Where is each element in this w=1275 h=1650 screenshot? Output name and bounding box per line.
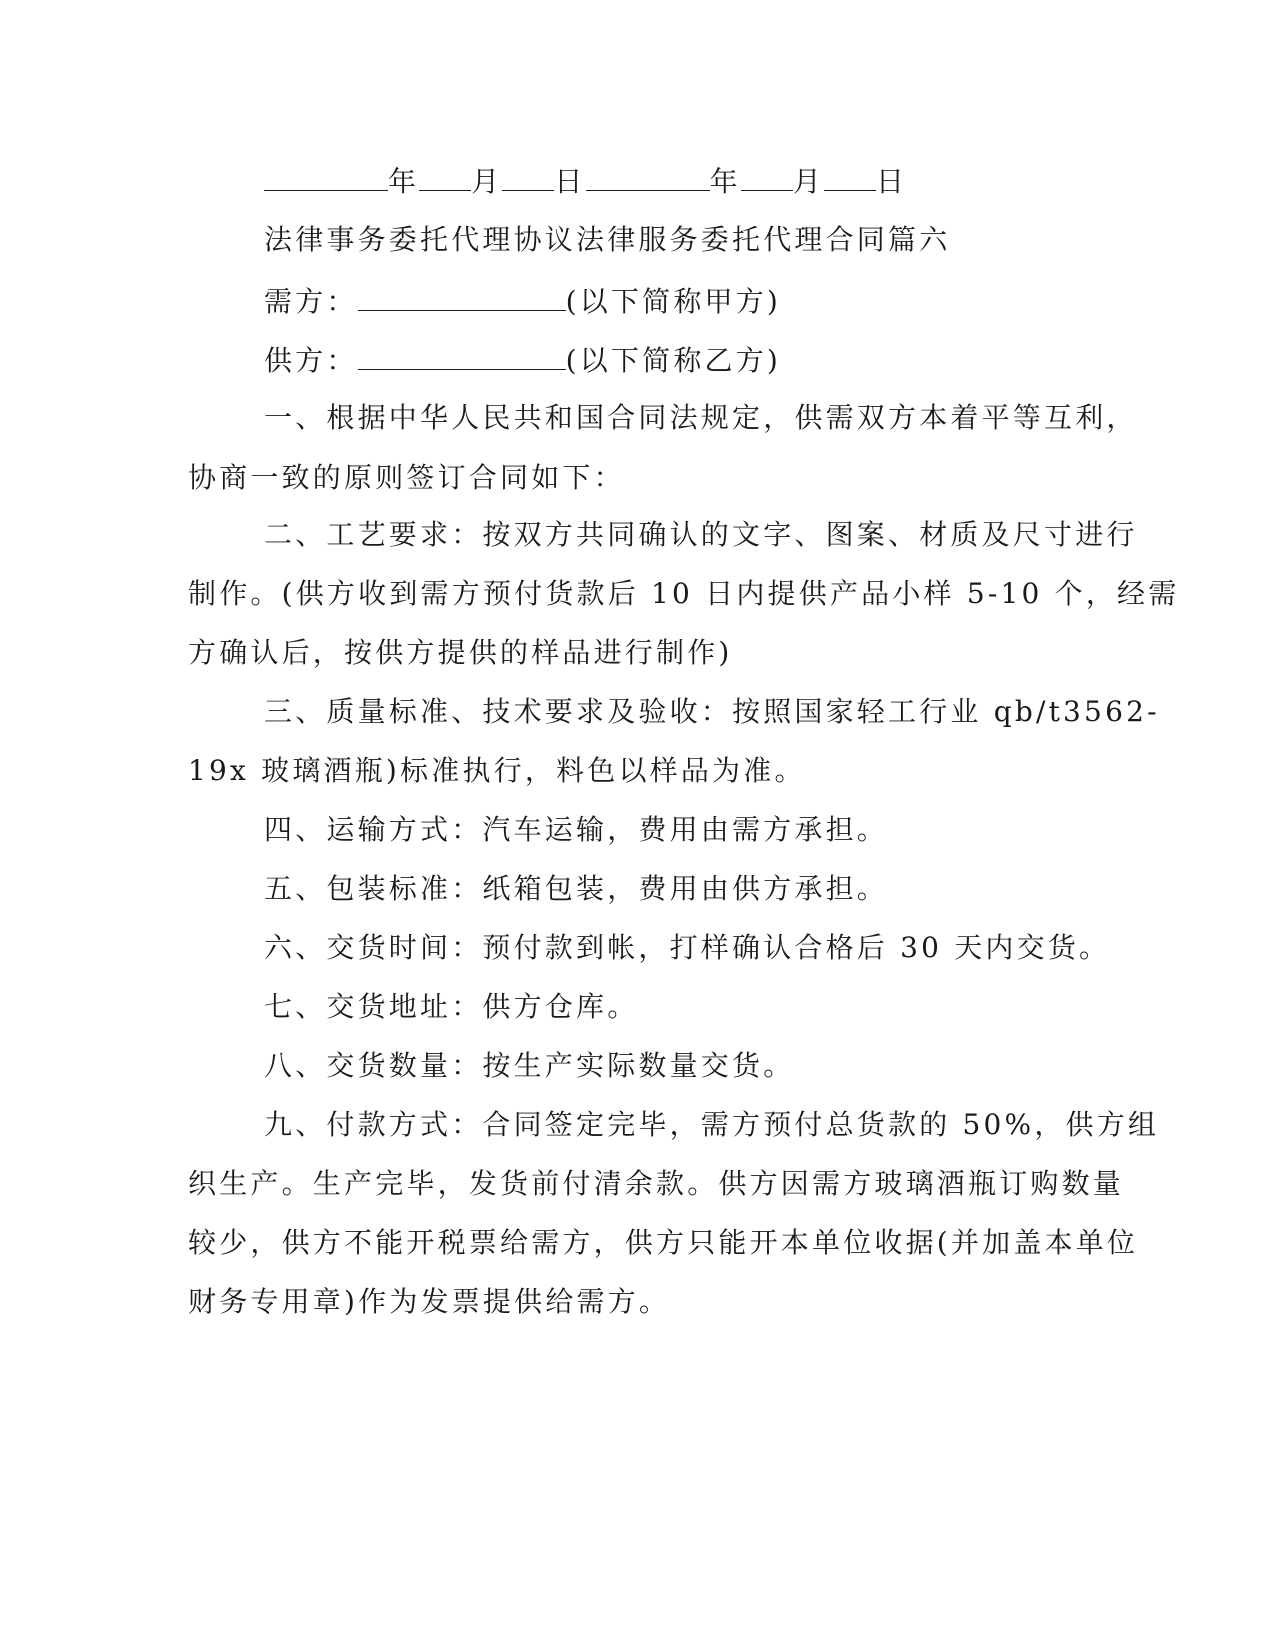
clause-2-line-1: 二、工艺要求：按双方共同确认的文字、图案、材质及尺寸进行	[264, 518, 1138, 551]
month-blank-2[interactable]	[741, 160, 793, 191]
clause-2-line-3: 方确认后，按供方提供的样品进行制作)	[188, 636, 733, 669]
clause-9-line-1: 九、付款方式：合同签定完毕，需方预付总货款的 50%，供方组	[264, 1108, 1160, 1141]
document-title: 法律事务委托代理协议法律服务委托代理合同篇六	[264, 223, 951, 256]
supplier-line	[264, 339, 1164, 381]
year-label-1: 年	[388, 165, 420, 198]
buyer-suffix: (以下简称甲方)	[565, 285, 782, 318]
year-blank-1[interactable]	[264, 160, 388, 191]
buyer-line	[264, 280, 1164, 322]
supplier-label: 供方：	[264, 344, 358, 377]
clause-2-line-2: 制作。(供方收到需方预付货款后 10 日内提供产品小样 5-10 个，经需	[188, 577, 1180, 610]
day-label-1: 日	[554, 165, 586, 198]
supplier-suffix: (以下简称乙方)	[565, 344, 782, 377]
year-label-2: 年	[709, 165, 741, 198]
clause-9-line-3: 较少，供方不能开税票给需方，供方只能开本单位收据(并加盖本单位	[188, 1226, 1139, 1259]
year-blank-2[interactable]	[586, 160, 710, 191]
clause-6: 六、交货时间：预付款到帐，打样确认合格后 30 天内交货。	[264, 931, 1111, 964]
date-line	[264, 160, 1164, 202]
supplier-name-blank[interactable]	[358, 339, 566, 370]
clause-1-line-2: 协商一致的原则签订合同如下：	[188, 461, 625, 494]
clause-1-line-1: 一、根据中华人民共和国合同法规定，供需双方本着平等互利，	[264, 401, 1138, 434]
clause-8: 八、交货数量：按生产实际数量交货。	[264, 1049, 795, 1082]
month-label-1: 月	[471, 165, 503, 198]
month-blank-1[interactable]	[419, 160, 471, 191]
buyer-label: 需方：	[264, 285, 358, 318]
clause-5: 五、包装标准：纸箱包装，费用由供方承担。	[264, 872, 889, 905]
month-label-2: 月	[792, 165, 825, 198]
clause-3-line-2: 19x 玻璃酒瓶)标准执行，料色以样品为准。	[188, 754, 806, 787]
day-label-2: 日	[876, 165, 908, 198]
day-blank-1[interactable]	[502, 160, 554, 191]
clause-4: 四、运输方式：汽车运输，费用由需方承担。	[264, 813, 889, 846]
day-blank-2[interactable]	[824, 160, 876, 191]
clause-3-line-1: 三、质量标准、技术要求及验收：按照国家轻工行业 qb/t3562-	[264, 695, 1160, 728]
buyer-name-blank[interactable]	[358, 280, 566, 311]
clause-9-line-4: 财务专用章)作为发票提供给需方。	[188, 1285, 671, 1318]
clause-7: 七、交货地址：供方仓库。	[264, 990, 639, 1023]
clause-9-line-2: 织生产。生产完毕，发货前付清余款。供方因需方玻璃酒瓶订购数量	[188, 1167, 1125, 1200]
